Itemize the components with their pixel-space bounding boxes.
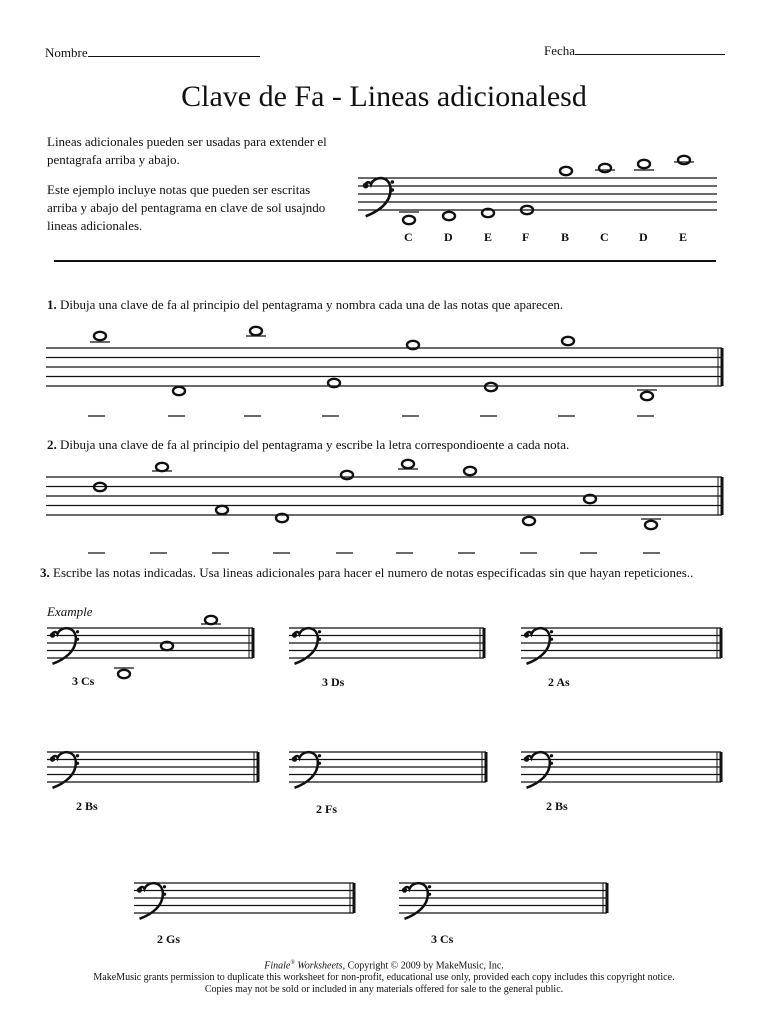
q2-note-10	[645, 521, 657, 529]
q2-note-8	[523, 517, 535, 525]
intro-letter-8: E	[679, 230, 688, 244]
exercise-staff-6-bass-clef-dot	[550, 754, 553, 757]
q1-note-7	[562, 337, 574, 345]
exercise-staff-6-bass-clef-dot	[550, 762, 553, 765]
footer-copyright: , Copyright © 2009 by MakeMusic, Inc.	[342, 960, 504, 972]
intro-note-6	[599, 164, 611, 172]
intro-note-5	[560, 167, 572, 175]
intro-letter-2: D	[444, 230, 453, 244]
question-3-text: Escribe las notas indicadas. Usa lineas adicionales para hacer el numero de notas especificadas sin que hayan repeticiones..	[53, 565, 694, 580]
intro-bass-clef-dot	[391, 188, 395, 192]
q1-note-6	[485, 383, 497, 391]
intro-note-7	[638, 160, 650, 168]
exercise-staff-7-bass-clef-dot	[163, 885, 166, 888]
q2-note-2	[156, 463, 168, 471]
page-title: Clave de Fa - Lineas adicionalesd	[181, 80, 587, 113]
intro-bass-clef-head	[363, 183, 369, 189]
q1-note-2	[173, 387, 185, 395]
intro-note-8	[678, 156, 690, 164]
exercise-staff-2-bass-clef-dot	[318, 638, 321, 641]
exercise-label-3: 2 As	[548, 675, 570, 689]
question-3-number: 3.	[40, 565, 50, 580]
intro-letter-6: C	[600, 230, 609, 244]
intro-bass-clef-dot	[391, 180, 395, 184]
exercise-label-6: 2 Bs	[546, 799, 568, 813]
exercise-label-8: 3 Cs	[431, 932, 454, 946]
footer-worksheets: Worksheets	[297, 960, 343, 972]
example-note-1	[118, 670, 130, 678]
exercise-label-5: 2 Fs	[316, 802, 337, 816]
intro-letter-3: E	[484, 230, 493, 244]
exercise-label-1: 3 Cs	[72, 674, 95, 688]
q2-note-7	[464, 467, 476, 475]
exercise-label-4: 2 Bs	[76, 799, 98, 813]
exercise-label-7: 2 Gs	[157, 932, 181, 946]
exercise-staff-3-bass-clef-head	[524, 632, 529, 637]
exercise-staff-3-bass-clef-dot	[550, 638, 553, 641]
exercise-staff-5-bass-clef-dot	[318, 754, 321, 757]
exercise-staff-3-bass-clef-dot	[550, 630, 553, 633]
exercise-staff-2-bass-clef-dot	[318, 630, 321, 633]
exercise-staff-8-bass-clef-dot	[428, 893, 431, 896]
exercise-staff-8-bass-clef-dot	[428, 885, 431, 888]
question-1-number: 1.	[47, 297, 57, 312]
q2-note-5	[341, 471, 353, 479]
exercise-staff-2-bass-clef-head	[292, 632, 297, 637]
q2-note-3	[216, 506, 228, 514]
q1-note-1	[94, 332, 106, 340]
intro-letter-7: D	[639, 230, 648, 244]
footer-line-1: Finale® Worksheets, Copyright © 2009 by MakeMusic, Inc.	[264, 960, 504, 972]
intro-letter-4: F	[522, 230, 530, 244]
intro-note-2	[443, 212, 455, 220]
example-staff-bass-clef-head	[50, 632, 55, 637]
question-1-text: Dibuja una clave de fa al principio del pentagrama y nombra cada una de las notas que aparecen.	[60, 297, 564, 312]
intro-paragraph-1: Lineas adicionales pueden ser usadas para extender el pentagrafa arriba y abajo.	[47, 134, 327, 167]
date-label: Fecha	[544, 43, 576, 58]
exercise-staff-7-bass-clef-head	[137, 887, 142, 892]
example-staff-bass-clef-dot	[76, 638, 79, 641]
q1-note-8	[641, 392, 653, 400]
exercise-staff-4-bass-clef-dot	[76, 754, 79, 757]
example-staff-bass-clef-dot	[76, 630, 79, 633]
footer-line-2: MakeMusic grants permission to duplicate this worksheet for non-profit, educational use only, provided each copy includes this copyright notice.	[93, 972, 675, 984]
exercise-staff-7-bass-clef-dot	[163, 893, 166, 896]
exercise-staff-6-bass-clef-head	[524, 756, 529, 761]
exercise-staff-8-bass-clef-head	[402, 887, 407, 892]
exercise-staff-4-bass-clef-dot	[76, 762, 79, 765]
intro-letter-5: B	[561, 230, 570, 244]
footer-app-name: Finale	[264, 960, 291, 972]
q1-note-3	[250, 327, 262, 335]
exercise-staff-5-bass-clef-dot	[318, 762, 321, 765]
name-label: Nombre	[45, 45, 88, 60]
question-2-text: Dibuja una clave de fa al principio del pentagrama y escribe la letra correspondioente a cada nota.	[60, 437, 570, 452]
intro-letter-1: C	[404, 230, 413, 244]
example-label: Example	[47, 604, 93, 619]
q2-note-6	[402, 460, 414, 468]
exercise-staff-5-bass-clef-head	[292, 756, 297, 761]
exercise-staff-4-bass-clef-head	[50, 756, 55, 761]
footer-line-3: Copies may not be sold or included in any materials offered for sale to the general public.	[204, 984, 564, 996]
intro-note-1	[403, 216, 415, 224]
exercise-label-2: 3 Ds	[322, 675, 345, 689]
question-2-number: 2.	[47, 437, 57, 452]
example-note-3	[205, 616, 217, 624]
intro-paragraph-2: Este ejemplo incluye notas que pueden ser escritas arriba y abajo del pentagrama en clave de sol usajndo lineas adicionales.	[47, 182, 326, 233]
